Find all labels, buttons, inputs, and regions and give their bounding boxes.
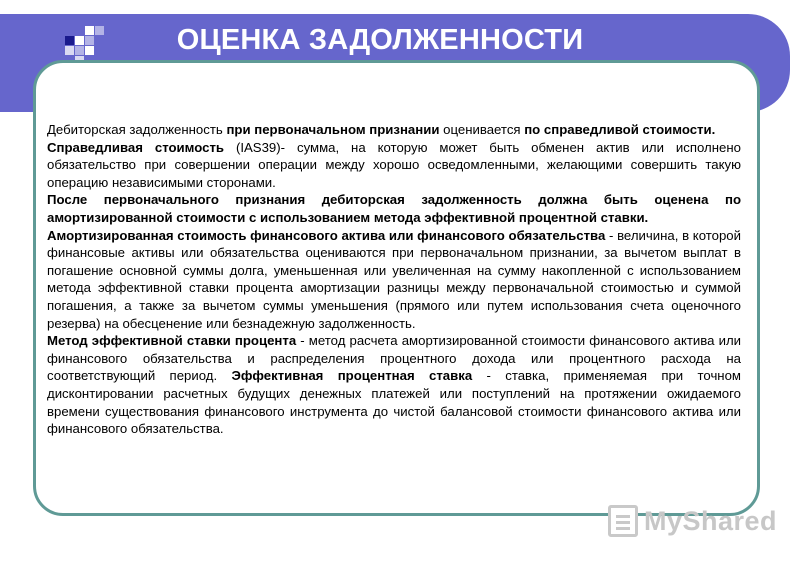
paragraph <box>47 139 741 192</box>
paragraph <box>47 191 741 226</box>
paragraph <box>47 121 741 139</box>
bold-text-run: После первоначального признания дебиторская задолженность должна быть оценена по амортизированной стоимости с использованием метода эффективной процентной ставки. <box>47 192 741 225</box>
paragraph <box>47 227 741 333</box>
text-run: оценивается <box>439 122 525 137</box>
page-title: ОЦЕНКА ЗАДОЛЖЕННОСТИ <box>176 24 584 56</box>
text-run: (IAS39)- сумма, на которую может быть обменен актив или исполнено обязательство при совершении операции между хорошо осведомленными, желающими совершить такую операцию независимыми сторонами. <box>47 139 741 190</box>
text-run: - ставка, применяемая при точном дисконтировании расчетных будущих денежных платежей или поступлений на протяжении ожидаемого времени существования финансового инструмента до чистой балансовой стоимости финансового актива или финансового обязательства. <box>47 368 741 437</box>
bold-text-run: Метод эффективной ставки процента <box>47 333 297 349</box>
bold-text-run: Эффективная процентная ставка <box>231 368 473 384</box>
text-run: Дебиторская задолженность <box>47 122 227 137</box>
presentation-board-icon <box>608 505 638 537</box>
paragraph <box>47 332 741 438</box>
watermark <box>608 502 778 542</box>
bold-text-run: Справедливая стоимость <box>47 139 225 155</box>
bold-text-run: Амортизированная стоимость финансового актива или финансового обязательства <box>47 227 606 243</box>
text-run: - величина, в которой финансовые активы или обязательства оцениваются при первоначальном признании, за вычетом выплат в погашение основной суммы долга, уменьшенная или увеличенная на сумму накопленной с использованием метода эффективной ставки процента амортизации разницы между первоначальной стоимостью и суммой погашения, а также за вычетом суммы уменьшения (прямого или путем использования счета оценочного резерва) на обесценение или безнадежную задолженность. <box>47 227 741 331</box>
bold-text-run: по справедливой стоимости. <box>524 122 716 137</box>
bold-text-run: при первоначальном признании <box>226 122 440 137</box>
watermark-text: MyShared <box>644 506 778 536</box>
document-body <box>47 121 741 438</box>
text-run: - метод расчета амортизированной стоимости финансового актива или финансового обязательства и распределения процентного дохода или процентного расхода на соответствующий период. <box>47 333 742 384</box>
